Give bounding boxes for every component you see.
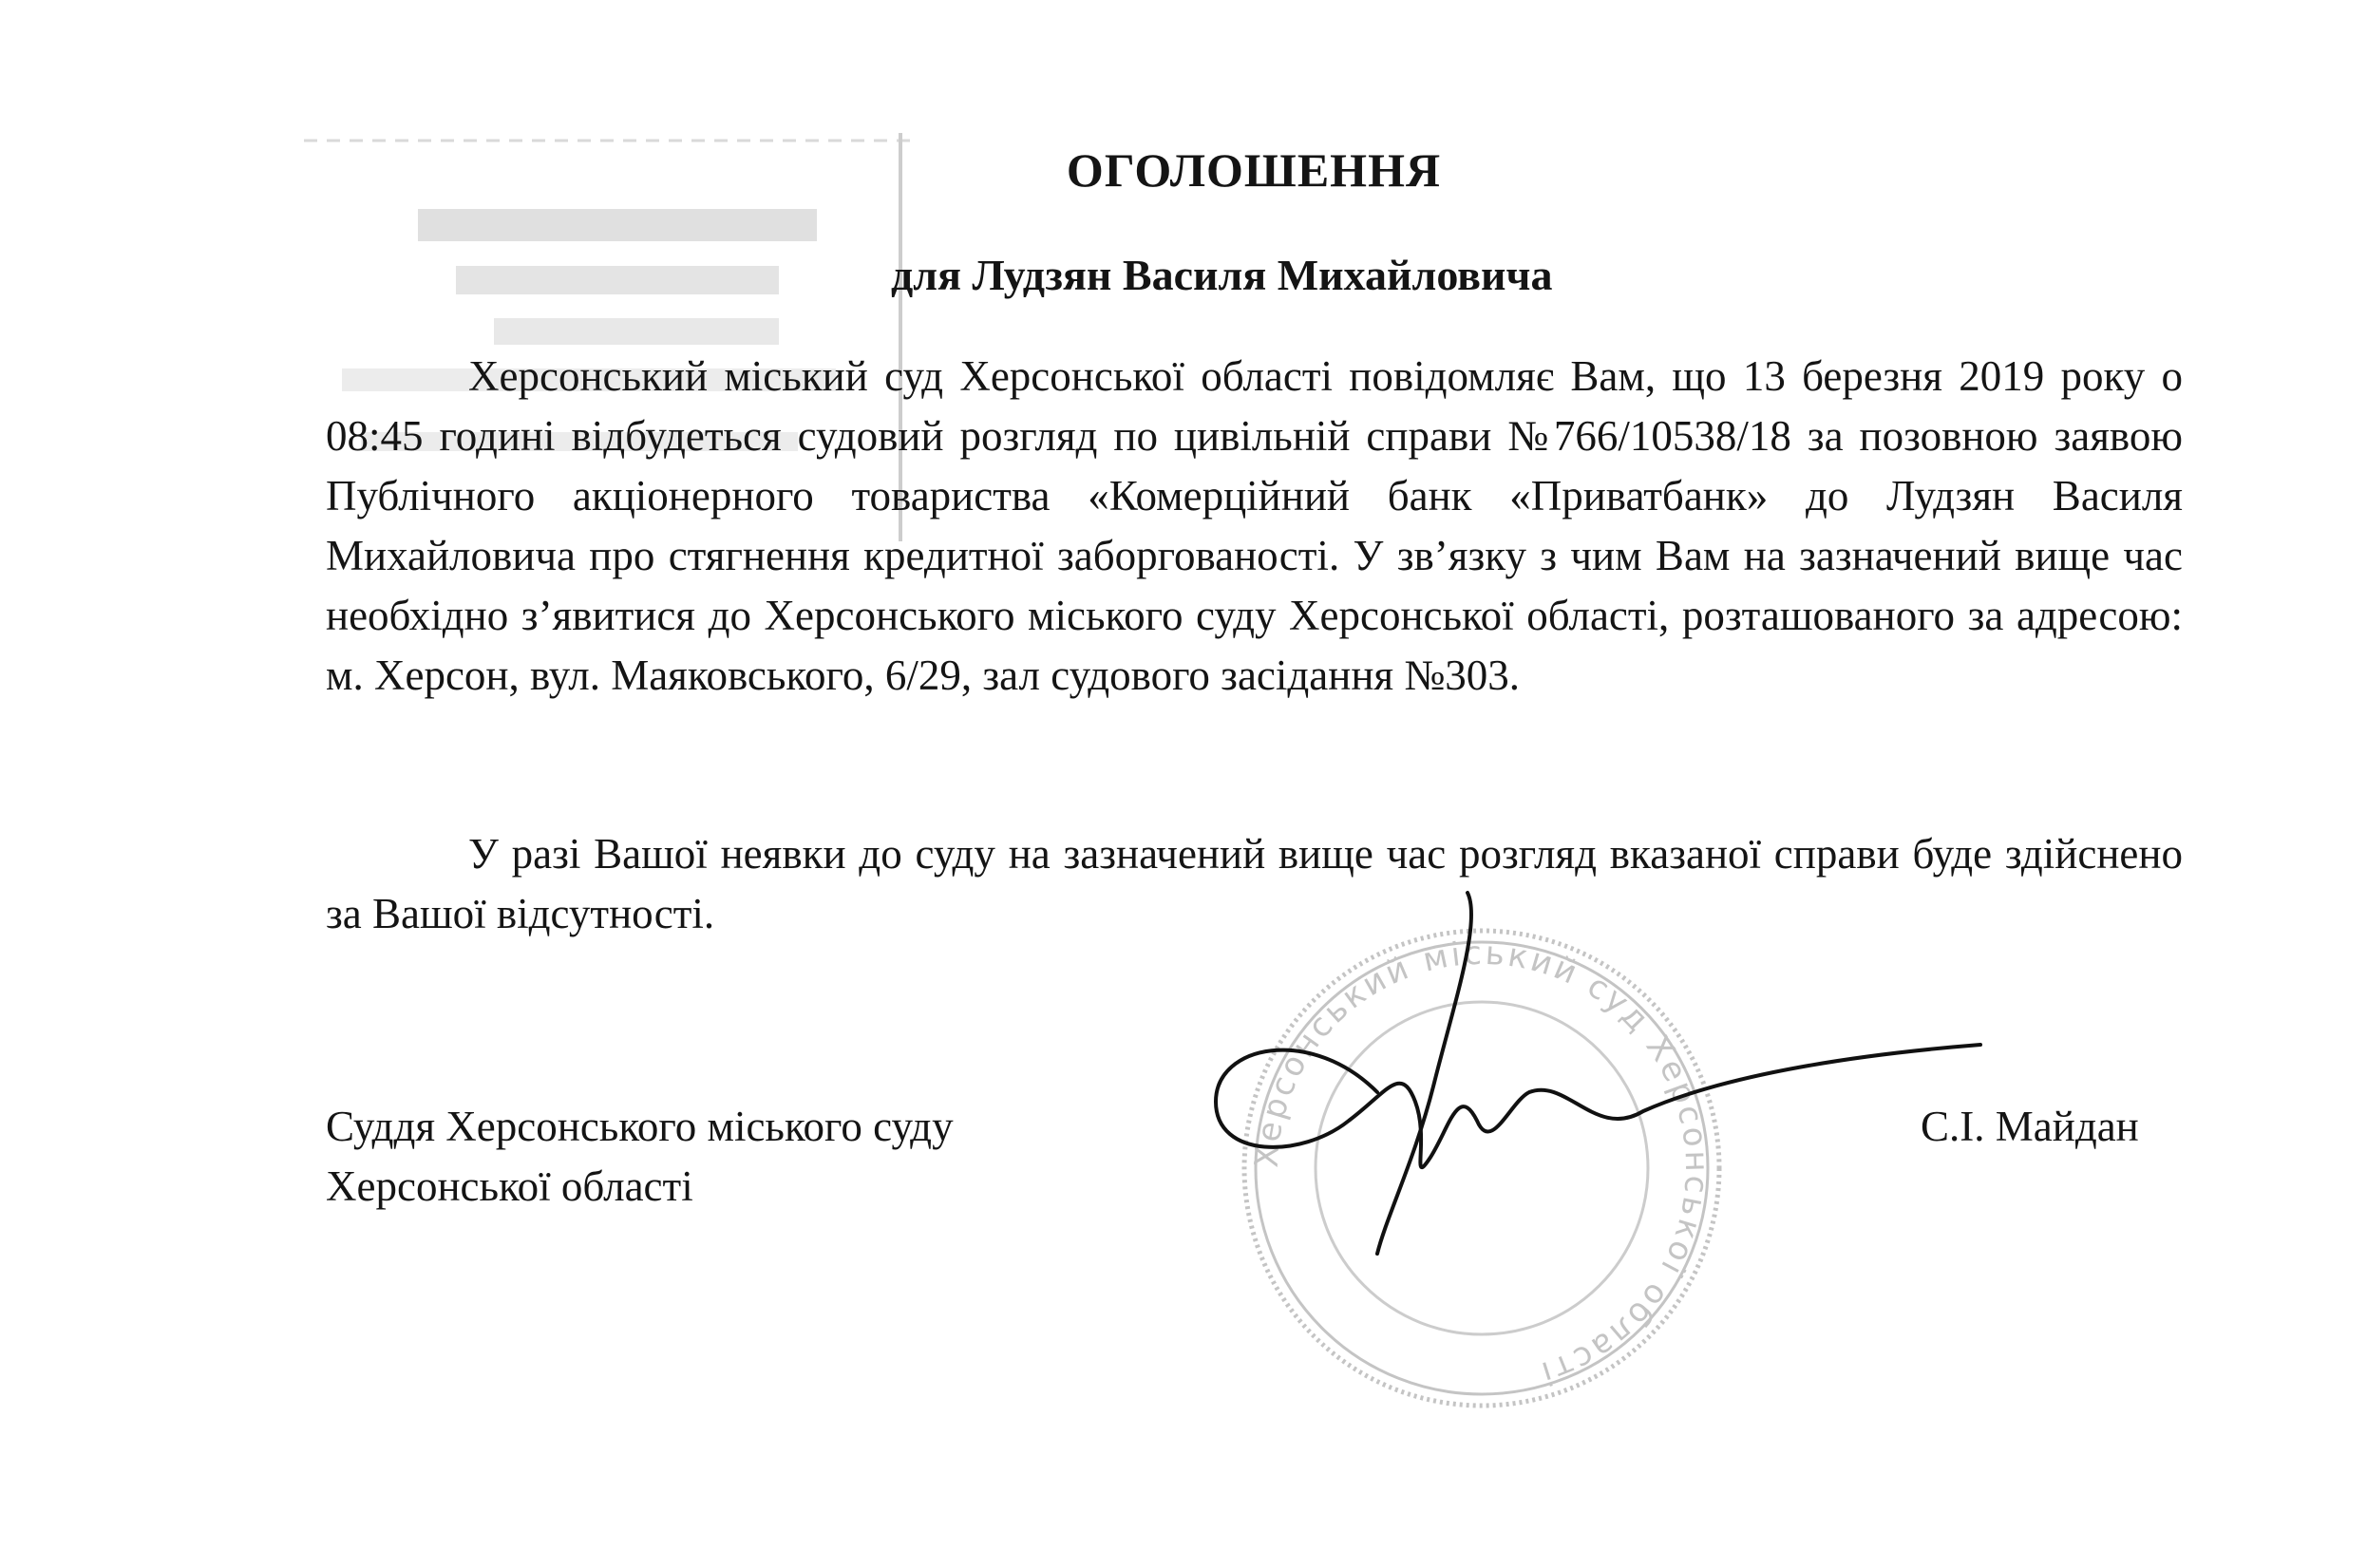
document-title: ОГОЛОШЕННЯ <box>1066 143 1442 197</box>
addressee-line: для Лудзян Василя Михайловича <box>891 251 1553 299</box>
judge-signature <box>1197 883 1995 1263</box>
seal-text: Херсонський міський суд Херсонської області <box>1247 934 1716 1393</box>
judge-title <box>326 1097 954 1217</box>
judge-title-line: Херсонської області <box>326 1162 693 1210</box>
notice-paragraph: Херсонський міський суд Херсонської області повідомляє Вам, що 13 березня 2019 року о 08:45 годині відбудеться судовий розгляд по цивільній справи №766/10538/18 за позовною заявою Публічного акціонерного товариства «Комерційний банк «Приватбанк» до Лудзян Василя Михайловича про стягнення кредитної заборгованості. У зв’язку з чим Вам на зазначений вище час необхідно з’явитися до Херсонського міського суду Херсонської області, розташованого за адресою: м. Херсон, вул. Маяковського, 6/29, зал судового засідання №303. <box>326 352 2183 699</box>
judge-name: С.І. Майдан <box>1921 1103 2139 1150</box>
judge-title-line: Суддя Херсонського міського суду <box>326 1103 954 1150</box>
absence-warning-paragraph: У разі Вашої неявки до суду на зазначений вище час розгляд вказаної справи буде здійснено за Вашої відсутності. <box>326 830 2183 937</box>
